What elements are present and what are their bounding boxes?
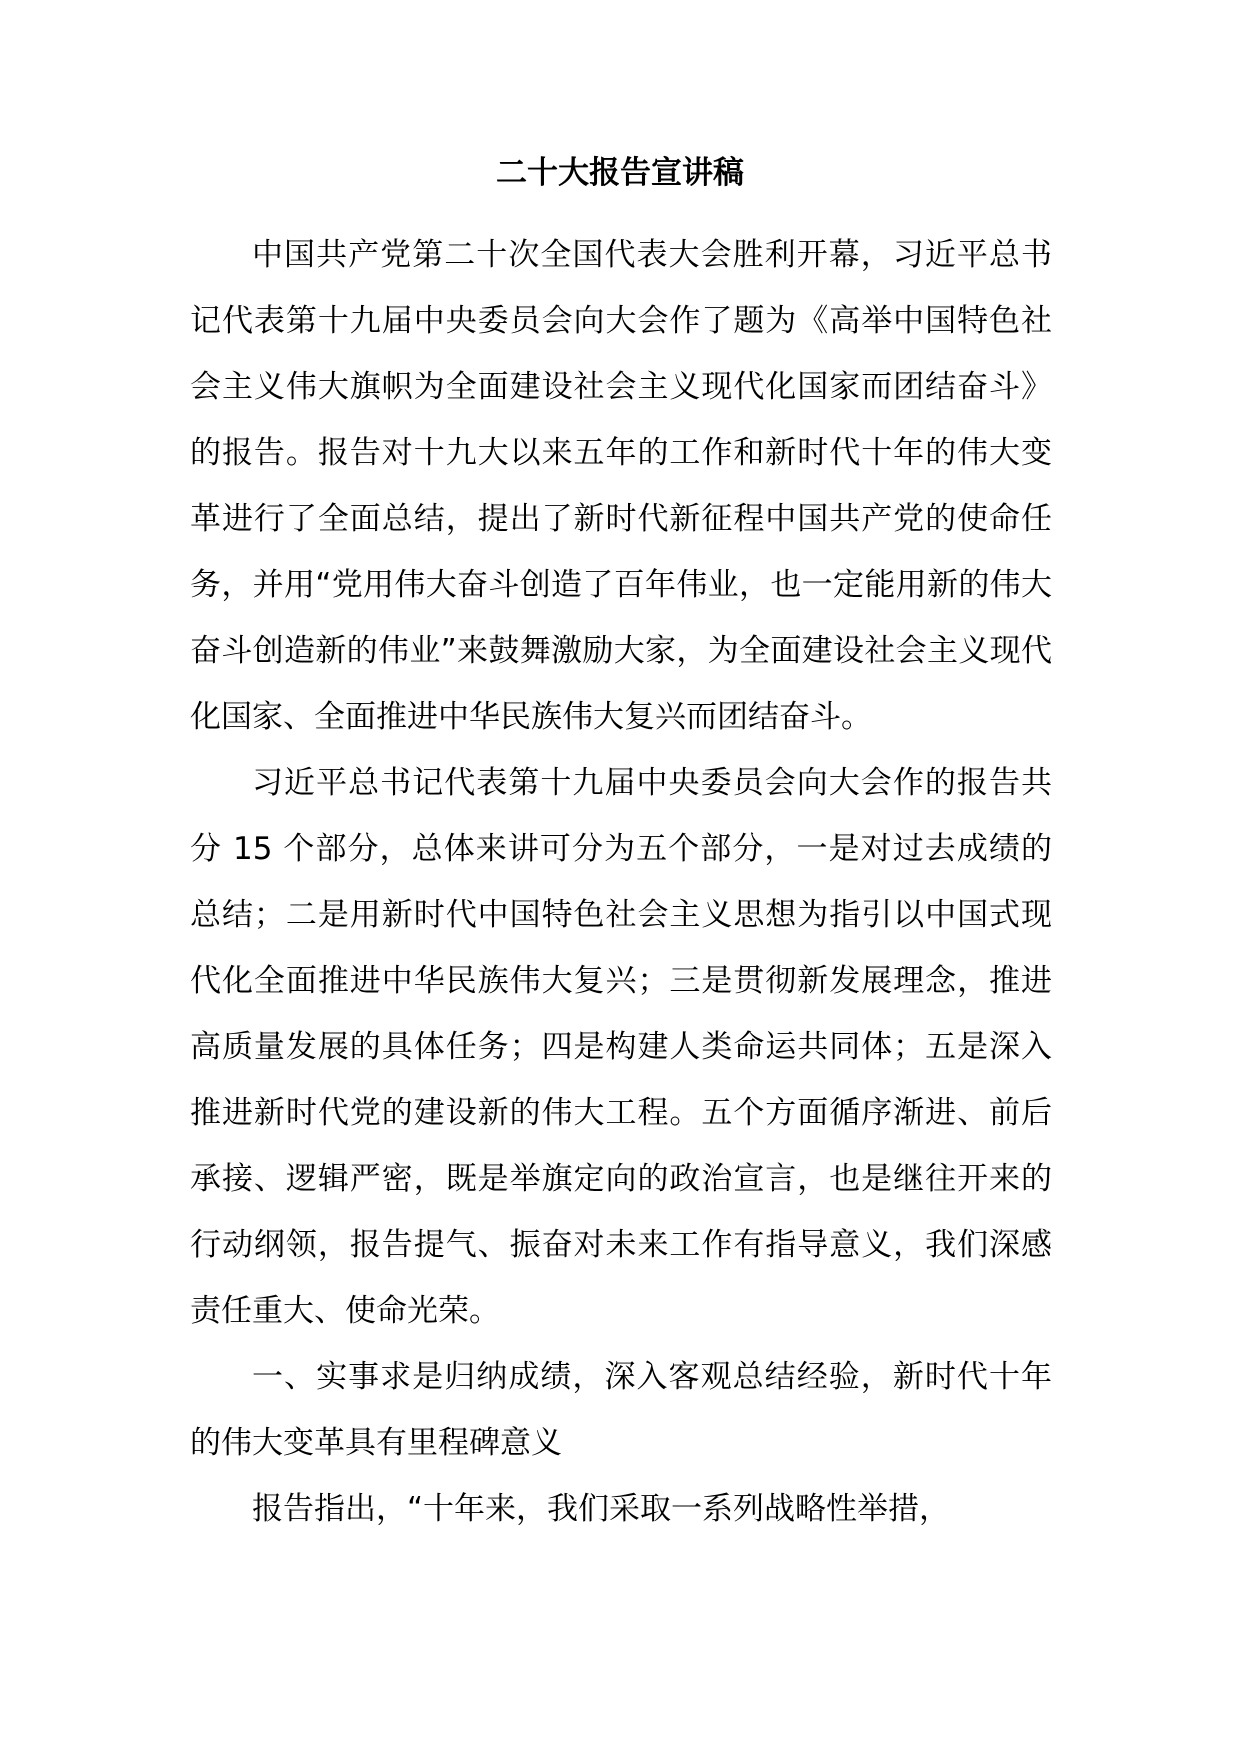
document-body xyxy=(190,222,1052,1542)
document-title: 二十大报告宣讲稿 xyxy=(496,155,744,191)
section-heading-1: 一、实事求是归纳成绩，深入客观总结经验，新时代十年的伟大变革具有里程碑意义 xyxy=(190,1359,1052,1461)
paragraph-3: 报告指出，“十年来，我们采取一系列战略性举措， xyxy=(252,1491,951,1527)
paragraph-2: 习近平总书记代表第十九届中央委员会向大会作的报告共分 15 个部分，总体来讲可分为五个部分，一是对过去成绩的总结；二是用新时代中国特色社会主义思想为指引以中国式现代化全面推进中华民族伟大复兴；三是贯彻新发展理念，推进高质量发展的具体任务；四是构建人类命运共同体；五是深入推进新时代党的建设新的伟大工程。五个方面循序渐进、前后承接、逻辑严密，既是举旗定向的政治宣言，也是继往开来的行动纲领，报告提气、振奋对未来工作有指导意义，我们深感责任重大、使命光荣。 xyxy=(190,765,1052,1329)
paragraph-1: 中国共产党第二十次全国代表大会胜利开幕，习近平总书记代表第十九届中央委员会向大会作了题为《高举中国特色社会主义伟大旗帜为全面建设社会主义现代化国家而团结奋斗》的报告。报告对十九大以来五年的工作和新时代十年的伟大变革进行了全面总结，提出了新时代新征程中国共产党的使命任务，并用“党用伟大奋斗创造了百年伟业，也一定能用新的伟大奋斗创造新的伟业”来鼓舞激励大家，为全面建设社会主义现代化国家、全面推进中华民族伟大复兴而团结奋斗。 xyxy=(190,237,1052,735)
